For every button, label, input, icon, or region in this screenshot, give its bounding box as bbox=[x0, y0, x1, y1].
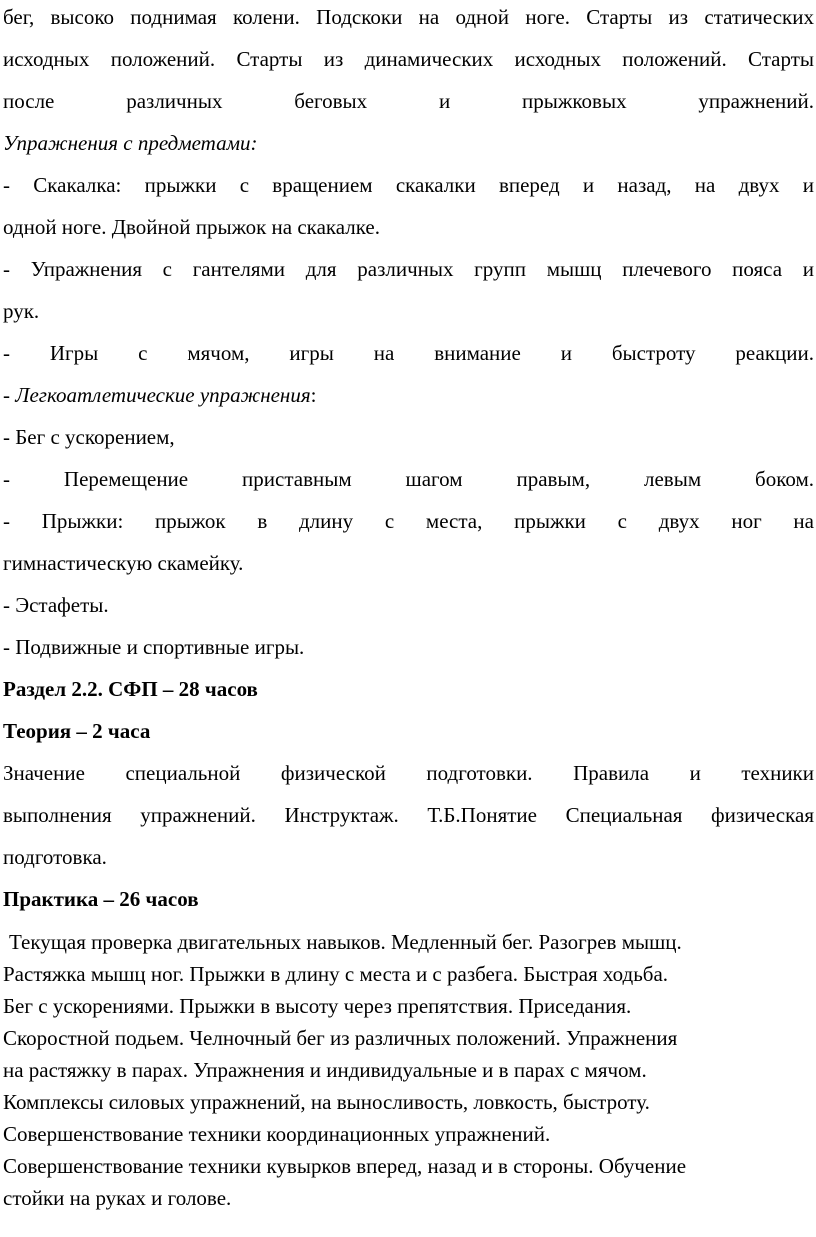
practice-line-6: Комплексы силовых упражнений, на выносливость, ловкость, быстроту. bbox=[3, 1090, 650, 1114]
practice-line-9: стойки на руках и голове. bbox=[3, 1186, 232, 1210]
warmup-line-1: бег, высоко поднимая колени. Подскоки на одной ноге. Старты из статических bbox=[3, 5, 814, 29]
objects-title: Упражнения с предметами: bbox=[3, 131, 258, 155]
ball-games-line: - Игры с мячом, игры на внимание и быстроту реакции. bbox=[3, 341, 814, 365]
practice-line-8: Совершенствование техники кувырков вперед, назад и в стороны. Обучение bbox=[3, 1154, 687, 1178]
side-step-line: - Перемещение приставным шагом правым, левым боком. bbox=[3, 467, 814, 491]
practice-line-5: на растяжку в парах. Упражнения и индивидуальные и в парах с мячом. bbox=[3, 1058, 647, 1082]
games-line: - Подвижные и спортивные игры. bbox=[3, 635, 305, 659]
theory-line-3: подготовка. bbox=[3, 845, 107, 869]
warmup-line-2: исходных положений. Старты из динамических исходных положений. Старты bbox=[3, 47, 814, 71]
athletics-title-suffix: : bbox=[310, 383, 317, 407]
theory-line-2: выполнения упражнений. Инструктаж. Т.Б.Понятие Специальная физическая bbox=[3, 803, 814, 827]
warmup-line-3: после различных беговых и прыжковых упражнений. bbox=[3, 89, 814, 113]
theory-heading: Теория – 2 часа bbox=[3, 719, 151, 743]
practice-line-3: Бег с ускорениями. Прыжки в высоту через препятствия. Приседания. bbox=[3, 994, 632, 1018]
jump-rope-line-2: одной ноге. Двойной прыжок на скакалке. bbox=[3, 215, 381, 239]
theory-line-1: Значение специальной физической подготовки. Правила и техники bbox=[3, 761, 814, 785]
practice-heading: Практика – 26 часов bbox=[3, 887, 199, 911]
jumps-line-1: - Прыжки: прыжок в длину с места, прыжки с двух ног на bbox=[3, 509, 814, 533]
practice-line-1: Текущая проверка двигательных навыков. Медленный бег. Разогрев мышц. bbox=[9, 930, 682, 954]
relays-line: - Эстафеты. bbox=[3, 593, 109, 617]
jumps-line-2: гимнастическую скамейку. bbox=[3, 551, 244, 575]
practice-line-4: Скоростной подьем. Челночный бег из различных положений. Упражнения bbox=[3, 1026, 678, 1050]
objects-title-line bbox=[3, 122, 814, 164]
athletics-title-prefix: - bbox=[3, 383, 16, 407]
dumbbells-line-1: - Упражнения с гантелями для различных групп мышц плечевого пояса и bbox=[3, 257, 814, 281]
practice-line-7: Совершенствование техники координационных упражнений. bbox=[3, 1122, 551, 1146]
athletics-title: Легкоатлетические упражнения bbox=[15, 383, 311, 407]
jump-rope-line-1: - Скакалка: прыжки с вращением скакалки вперед и назад, на двух и bbox=[3, 173, 814, 197]
practice-line-2: Растяжка мышц ног. Прыжки в длину с места и с разбега. Быстрая ходьба. bbox=[3, 962, 669, 986]
acceleration-run-line: - Бег с ускорением, bbox=[3, 425, 175, 449]
section-heading: Раздел 2.2. СФП – 28 часов bbox=[3, 677, 258, 701]
dumbbells-line-2: рук. bbox=[3, 299, 40, 323]
athletics-title-line bbox=[3, 374, 814, 416]
